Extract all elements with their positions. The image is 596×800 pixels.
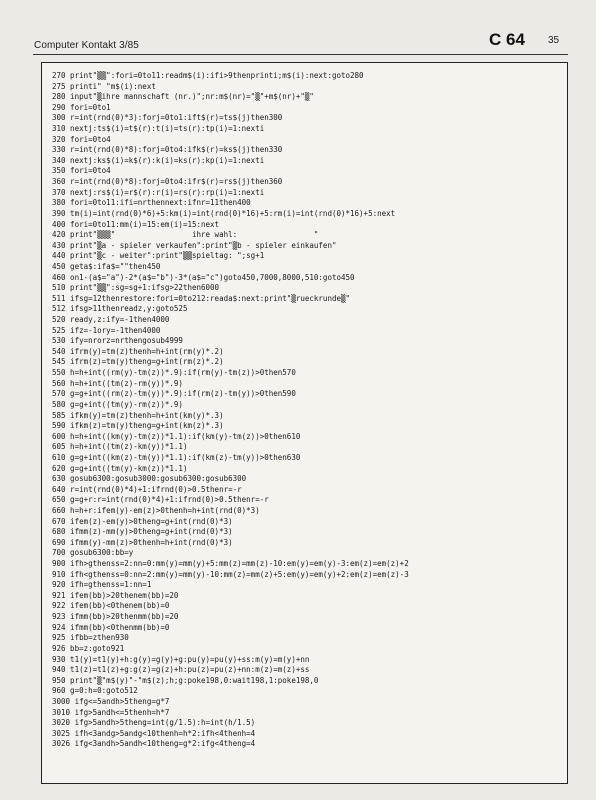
code-line: 930 t1(y)=t1(y)+h:g(y)=g(y)+g:pu(y)=pu(y)+ss:m(y)=m(y)+nn: [52, 654, 310, 664]
code-line: 590 ifkm(z)=tm(y)theng=g+int(km(z)*.3): [52, 421, 224, 431]
code-line: 3026 ifg<3andh>5andh<10theng=g*2:ifg<4theng=4: [52, 739, 256, 749]
code-line: 512 ifsg>11thenreadz,y:goto525: [52, 304, 188, 314]
code-line: 525 ifz=-1ory=-1then4000: [52, 325, 161, 335]
code-line: 585 ifkm(y)=tm(z)thenh=h+int(km(y)*.3): [52, 410, 224, 420]
code-line: 650 g=g+r:r=int(rnd(0)*4)+1:ifrnd(0)>0.5thenr=-r: [52, 495, 269, 505]
code-listing-box: [41, 62, 568, 784]
code-line: 610 g=g+int((km(z)-tm(y))*1.1):if(km(z)-tm(y))>0then630: [52, 452, 301, 462]
code-line: 300 r=int(rnd(0)*3):forj=0to1:ift$(r)=ts$(j)then300: [52, 113, 283, 123]
code-line: 320 fori=0to4: [52, 134, 111, 144]
code-line: 700 gosub6300:bb=y: [52, 548, 134, 558]
code-line: 430 print"▒a - spieler verkaufen":print"▒b - spieler einkaufen": [52, 240, 337, 250]
code-line: 950 print"▒"m$(y)"-"m$(z);h;g:poke198,0:wait198,1:poke198,0: [52, 675, 319, 685]
code-line: 545 ifrm(z)=tm(y)theng=g+int(rm(z)*.2): [52, 357, 224, 367]
code-line: 400 fori=0to11:mm(i)=15:em(i)=15:next: [52, 219, 220, 229]
code-line: 630 gosub6300:gosub3000:gosub6300:gosub6300: [52, 474, 247, 484]
code-line: 924 ifmm(bb)<0thenmm(bb)=0: [52, 622, 170, 632]
code-line: 680 ifmm(z)-mm(y)>0theng=g+int(rnd(0)*3): [52, 527, 233, 537]
code-line: 510 print"▒▒":sg=sg+1:ifsg>22then6000: [52, 283, 220, 293]
page-header: [0, 0, 596, 56]
code-line: 511 ifsg=12thenrestore:fori=0to212:reada$:next:print"▒rueckrunde▒": [52, 293, 351, 303]
code-line: 3025 ifh<3andg>5andg<10thenh=h*2:ifh<4thenh=4: [52, 728, 256, 738]
code-line: 690 ifmm(y)-mm(z)>0thenh=h+int(rnd(0)*3): [52, 537, 233, 547]
code-line: 960 g=0:h=0:goto512: [52, 686, 138, 696]
code-line: 420 print"▒▒▒" ihre wahl: ": [52, 230, 319, 240]
code-line: 360 r=int(rnd(0)*8):forj=0to4:ifr$(r)=rs$(j)then360: [52, 177, 283, 187]
code-line: 900 ifh>gthenss=2:nn=0:mm(y)=mm(y)+5:mm(z)=mm(z)-10:em(y)=em(y)-3:em(z)=em(z)+2: [52, 559, 409, 569]
code-line: 640 r=int(rnd(0)*4)+1:ifrnd(0)>0.5thenr=-r: [52, 484, 242, 494]
code-line: 940 t1(z)=t1(z)+g:g(z)=g(z)+h:pu(z)=pu(z)+nn:m(z)=m(z)+ss: [52, 665, 310, 675]
code-line: 520 ready,z:ify=-1then4000: [52, 315, 170, 325]
code-line: 280 input"▒ihre mannschaft (nr.)";nr:m$(nr)="▒"+m$(nr)+"▒": [52, 92, 314, 102]
code-line: 390 tm(i)=int(rnd(0)*6)+5:km(i)=int(rnd(0)*16)+5:rm(i)=int(rnd(0)*16)+5:next: [52, 208, 396, 218]
code-line: 600 h=h+int((km(y)-tm(z))*1.1):if(km(y)-tm(z))>0then610: [52, 431, 301, 441]
code-line: 340 nextj:ks$(i)=k$(r):k(i)=ks(r):kp(i)=1:nexti: [52, 155, 265, 165]
code-listing: [52, 71, 563, 750]
code-line: 350 fori=0to4: [52, 166, 111, 176]
code-line: 926 bb=z:goto921: [52, 643, 125, 653]
brand-title: C 64: [489, 30, 525, 49]
code-line: 560 h=h+int((tm(z)-rm(y))*.9): [52, 378, 183, 388]
code-line: 670 ifem(z)-em(y)>0theng=g+int(rnd(0)*3): [52, 516, 233, 526]
publication-title: Computer Kontakt 3/85: [34, 40, 139, 51]
code-line: 270 print"▒▒":fori=0to11:readm$(i):ifi>9thenprinti;m$(i):next:goto280: [52, 71, 364, 80]
code-line: 920 ifh=gthenss=1:nn=1: [52, 580, 152, 590]
header-rule: [33, 54, 568, 55]
code-line: 540 ifrm(y)=tm(z)thenh=h+int(rm(y)*.2): [52, 346, 224, 356]
code-line: 530 ify=nrorz=nrthengosub4999: [52, 336, 183, 346]
code-line: 923 ifmm(bb)>20thenmm(bb)=20: [52, 612, 179, 622]
code-line: 330 r=int(rnd(0)*8):forj=0to4:ifk$(r)=ks$(j)then330: [52, 145, 283, 155]
code-line: 290 fori=0to1: [52, 102, 111, 112]
page-number: 35: [548, 35, 560, 46]
code-line: 3020 ifg>5andh>5theng=int(g/1.5):h=int(h/1.5): [52, 718, 256, 728]
code-line: 922 ifem(bb)<0thenem(bb)=0: [52, 601, 170, 611]
code-line: 580 g=g+int((tm(y)-rm(z))*.9): [52, 399, 183, 409]
code-line: 620 g=g+int((tm(y)-km(z))*1.1): [52, 463, 188, 473]
code-line: 660 h=h+r:ifem(y)-em(z)>0thenh=h+int(rnd(0)*3): [52, 505, 260, 515]
code-line: 550 h=h+int((rm(y)-tm(z))*.9):if(rm(y)-tm(z))>0then570: [52, 368, 296, 378]
code-line: 450 geta$:ifa$=""then450: [52, 261, 161, 271]
code-line: 380 fori=0to11:ifi=nrthennext:ifnr=11then400: [52, 198, 251, 208]
code-line: 921 ifem(bb)>20thenem(bb)=20: [52, 590, 179, 600]
code-line: 310 nextj:ts$(i)=t$(r):t(i)=ts(r):tp(i)=1:nexti: [52, 124, 265, 134]
code-line: 370 nextj:rs$(i)=r$(r):r(i)=rs(r):rp(i)=1:nexti: [52, 187, 265, 197]
code-line: 460 on1-(a$="a")-2*(a$="b")-3*(a$="c")goto450,7000,8000,510:goto450: [52, 272, 355, 282]
code-line: 440 print"▒c - weiter":print"▒▒spieltag: ";sg+1: [52, 251, 265, 261]
code-line: 910 ifh<gthenss=0:nn=2:mm(y)=mm(y)-10:mm(z)=mm(z)+5:em(y)=em(y)+2:em(z)=em(z)-3: [52, 569, 409, 579]
code-line: 925 ifbb=zthen930: [52, 633, 129, 643]
code-line: 605 h=h+int((tm(z)-km(y))*1.1): [52, 442, 188, 452]
code-line: 275 printi" "m$(i):next: [52, 81, 156, 91]
code-line: 3010 ifg>5andh<=5thenh=h*7: [52, 707, 170, 717]
code-line: 3000 ifg<=5andh>5theng=g*7: [52, 696, 170, 706]
code-line: 570 g=g+int((rm(z)-tm(y))*.9):if(rm(z)-tm(y))>0then590: [52, 389, 296, 399]
